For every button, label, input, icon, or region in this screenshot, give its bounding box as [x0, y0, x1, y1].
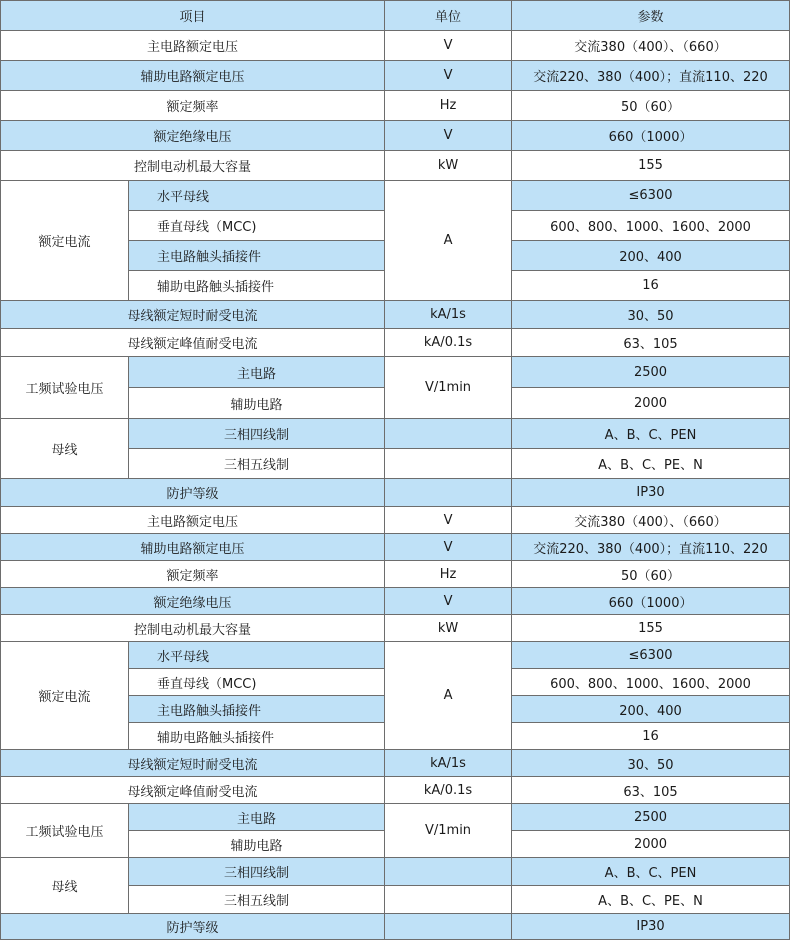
table-row [1, 91, 790, 121]
table-row [1, 479, 790, 507]
row-label: 母线额定短时耐受电流 [1, 750, 385, 777]
row-value: 2000 [512, 831, 790, 858]
row-label: 控制电动机最大容量 [1, 151, 385, 181]
row-value: 50（60） [512, 91, 790, 121]
row-unit: V [385, 121, 512, 151]
header-unit: 单位 [385, 1, 512, 31]
row-value: A、B、C、PE、N [512, 449, 790, 479]
row-value: 155 [512, 615, 790, 642]
row-value: 30、50 [512, 750, 790, 777]
table-row [1, 121, 790, 151]
row-value: 2500 [512, 357, 790, 388]
row-unit: V [385, 507, 512, 534]
table-row [1, 642, 790, 669]
sub-label: 垂直母线（MCC) [129, 669, 385, 696]
row-label: 辅助电路额定电压 [1, 534, 385, 561]
row-value: ≤6300 [512, 181, 790, 211]
row-value: 交流220、380（400）；直流110、220 [512, 534, 790, 561]
row-value: IP30 [512, 914, 790, 940]
group-label: 工频试验电压 [1, 804, 129, 858]
table-row [1, 357, 790, 388]
group-unit: A [385, 642, 512, 750]
row-value: A、B、C、PE、N [512, 886, 790, 914]
row-value: 交流380（400）、（660） [512, 507, 790, 534]
empty-unit-cell [385, 479, 512, 507]
row-label: 母线额定短时耐受电流 [1, 301, 385, 329]
sub-label: 三相五线制 [129, 886, 385, 914]
row-value: ≤6300 [512, 642, 790, 669]
row-unit: V [385, 61, 512, 91]
row-value: 16 [512, 271, 790, 301]
table-row [1, 804, 790, 831]
row-unit: kA/1s [385, 301, 512, 329]
table-row [1, 181, 790, 211]
row-value: 30、50 [512, 301, 790, 329]
row-value: A、B、C、PEN [512, 419, 790, 449]
table-row [1, 534, 790, 561]
row-label: 控制电动机最大容量 [1, 615, 385, 642]
row-value: 交流380（400）、（660） [512, 31, 790, 61]
sub-label: 三相五线制 [129, 449, 385, 479]
table-row [1, 561, 790, 588]
row-value: 50（60） [512, 561, 790, 588]
row-label: 辅助电路额定电压 [1, 61, 385, 91]
empty-unit-cell [385, 858, 512, 886]
sub-label: 三相四线制 [129, 858, 385, 886]
sub-label: 水平母线 [129, 642, 385, 669]
row-unit: kW [385, 615, 512, 642]
group-label: 母线 [1, 858, 129, 914]
table-row [1, 507, 790, 534]
row-unit: kW [385, 151, 512, 181]
table-row [1, 151, 790, 181]
row-value: 660（1000） [512, 588, 790, 615]
table-row [1, 777, 790, 804]
table-row [1, 419, 790, 449]
row-value: 2500 [512, 804, 790, 831]
group-unit: A [385, 181, 512, 301]
table-row [1, 615, 790, 642]
row-value: 155 [512, 151, 790, 181]
row-label: 母线额定峰值耐受电流 [1, 777, 385, 804]
row-unit: Hz [385, 91, 512, 121]
row-value: 600、800、1000、1600、2000 [512, 669, 790, 696]
row-label: 主电路额定电压 [1, 507, 385, 534]
empty-unit-cell [385, 419, 512, 449]
empty-unit-cell [385, 886, 512, 914]
empty-unit-cell [385, 914, 512, 940]
row-unit: kA/0.1s [385, 329, 512, 357]
row-value: 交流220、380（400）；直流110、220 [512, 61, 790, 91]
row-unit: V [385, 588, 512, 615]
row-label: 母线额定峰值耐受电流 [1, 329, 385, 357]
sub-label: 三相四线制 [129, 419, 385, 449]
row-label: 防护等级 [1, 479, 385, 507]
row-value: A、B、C、PEN [512, 858, 790, 886]
sub-label: 主电路 [129, 357, 385, 388]
sub-label: 辅助电路触头插接件 [129, 271, 385, 301]
row-value: 2000 [512, 388, 790, 419]
table-row [1, 301, 790, 329]
group-unit: V/1min [385, 804, 512, 858]
sub-label: 辅助电路 [129, 388, 385, 419]
group-label: 额定电流 [1, 642, 129, 750]
sub-label: 主电路触头插接件 [129, 696, 385, 723]
group-label: 额定电流 [1, 181, 129, 301]
row-unit: Hz [385, 561, 512, 588]
group-label: 工频试验电压 [1, 357, 129, 419]
row-unit: V [385, 31, 512, 61]
table-row [1, 750, 790, 777]
sub-label: 垂直母线（MCC) [129, 211, 385, 241]
row-label: 额定绝缘电压 [1, 588, 385, 615]
row-value: IP30 [512, 479, 790, 507]
sub-label: 辅助电路 [129, 831, 385, 858]
table-row [1, 329, 790, 357]
table-header-row [1, 1, 790, 31]
row-label: 额定绝缘电压 [1, 121, 385, 151]
row-label: 主电路额定电压 [1, 31, 385, 61]
sub-label: 主电路触头插接件 [129, 241, 385, 271]
row-value: 200、400 [512, 696, 790, 723]
empty-unit-cell [385, 449, 512, 479]
row-value: 63、105 [512, 329, 790, 357]
sub-label: 辅助电路触头插接件 [129, 723, 385, 750]
row-unit: kA/1s [385, 750, 512, 777]
row-label: 额定频率 [1, 91, 385, 121]
row-value: 200、400 [512, 241, 790, 271]
table-row [1, 61, 790, 91]
row-value: 63、105 [512, 777, 790, 804]
row-value: 16 [512, 723, 790, 750]
row-value: 660（1000） [512, 121, 790, 151]
table-row [1, 858, 790, 886]
sub-label: 主电路 [129, 804, 385, 831]
group-unit: V/1min [385, 357, 512, 419]
row-unit: V [385, 534, 512, 561]
row-value: 600、800、1000、1600、2000 [512, 211, 790, 241]
row-label: 防护等级 [1, 914, 385, 940]
group-label: 母线 [1, 419, 129, 479]
header-item: 项目 [1, 1, 385, 31]
table-row [1, 588, 790, 615]
header-param: 参数 [512, 1, 790, 31]
row-label: 额定频率 [1, 561, 385, 588]
sub-label: 水平母线 [129, 181, 385, 211]
row-unit: kA/0.1s [385, 777, 512, 804]
table-row [1, 31, 790, 61]
table-row [1, 914, 790, 940]
